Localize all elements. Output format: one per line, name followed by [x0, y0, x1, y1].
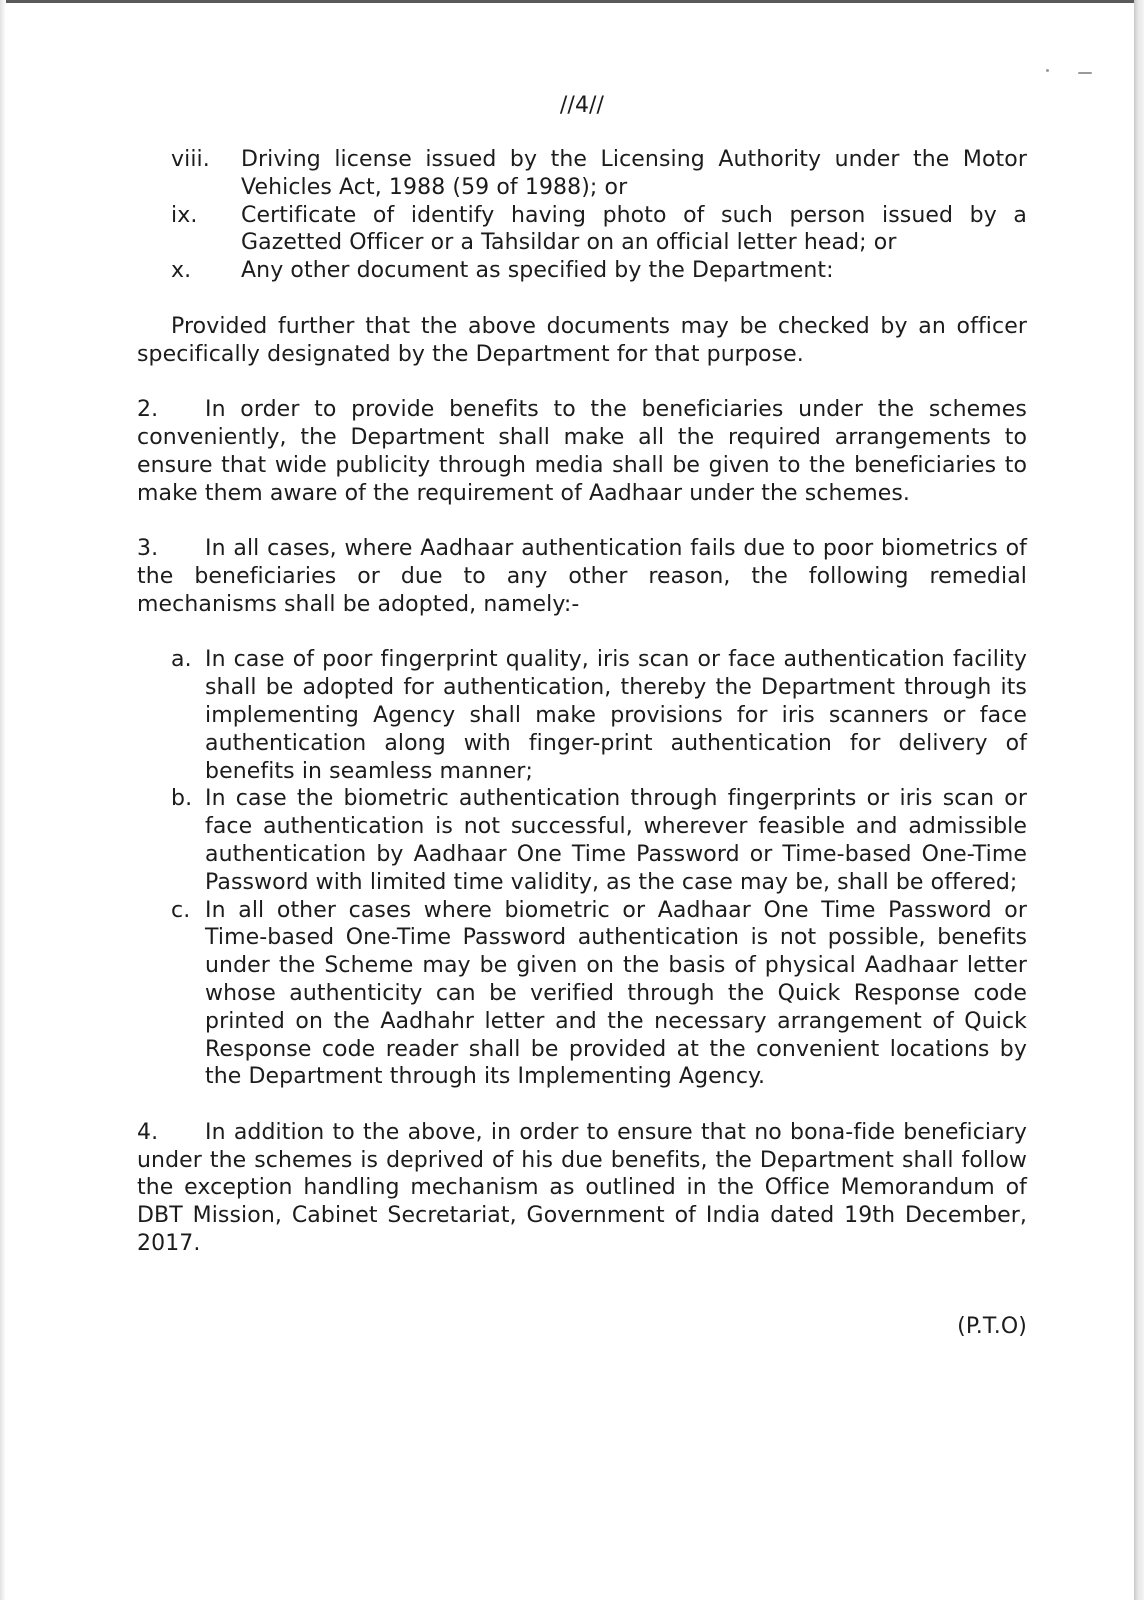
list-item: [137, 257, 1027, 285]
list-marker: viii.: [171, 147, 210, 172]
list-item-text: Any other document as specified by the Department:: [241, 258, 834, 284]
scan-top-edge: [0, 0, 1134, 3]
paragraph-text: In all cases, where Aadhaar authentication fails due to poor biometrics of the beneficiaries or due to any other reason, the following remedial mechanisms shall be adopted, namely:-: [137, 536, 1027, 617]
list-item-text: In all other cases where biometric or Aadhaar One Time Password or Time-based One-Time Password authentication is not possible, benefits under the Scheme may be given on the basis of physical Aadhaar letter whose authenticity can be verified through the Quick Response code printed on the Aadhahr letter and the necessary arrangement of Quick Response code reader shall be provided at the convenient locations by the Department through its Implementing Agency.: [205, 897, 1027, 1090]
scan-speck: [1046, 69, 1049, 72]
scan-speck: [1078, 72, 1092, 74]
paragraph-3: [137, 535, 1027, 618]
paragraph-text: In addition to the above, in order to ensure that no bona-fide beneficiary under the schemes is deprived of his due benefits, the Department shall follow the exception handling mechanism as outlined in the Office Memorandum of DBT Mission, Cabinet Secretariat, Government of India dated 19th December, 2017.: [137, 1119, 1027, 1257]
list-item: [137, 202, 1027, 258]
paragraph-text: In order to provide benefits to the beneficiaries under the schemes conveniently, the Department shall make all the required arrangements to ensure that wide publicity through media shall be given to the beneficiaries to make them aware of the requirement of Aadhaar under the schemes.: [137, 397, 1027, 506]
list-item: [137, 897, 1027, 1092]
list-item: [137, 146, 1027, 202]
list-item: [137, 785, 1027, 896]
page-number: //4//: [559, 93, 605, 118]
paragraph-number: 4.: [137, 1119, 159, 1145]
list-marker: ix.: [171, 202, 198, 228]
list-item: [137, 646, 1027, 785]
list-item-text: In case the biometric authentication through fingerprints or iris scan or face authentication is not successful, wherever feasible and admissible authentication by Aadhaar One Time Password or Time-based One-Time Password with limited time validity, as the case may be, shall be offered;: [205, 786, 1027, 895]
scan-left-edge: [0, 0, 6, 1600]
list-marker: a.: [171, 647, 192, 673]
proviso-paragraph: Provided further that the above documents may be checked by an officer specifically designated by the Department for that purpose.: [137, 313, 1027, 367]
paragraph-number: 3.: [137, 536, 159, 562]
list-marker: c.: [171, 897, 191, 923]
scan-right-edge: [1134, 0, 1144, 1600]
list-marker: b.: [171, 786, 193, 812]
list-item-text: In case of poor fingerprint quality, iris scan or face authentication facility shall be adopted for authentication, thereby the Department through its implementing Agency shall make provisions for iris scanners or face authentication along with finger-print authentication for delivery of benefits in seamless manner;: [205, 647, 1027, 784]
list-item-text: Certificate of identify having photo of such person issued by a Gazetted Officer or a Tahsildar on an official letter head; or: [241, 202, 1027, 256]
please-turn-over-note: (P.T.O): [957, 1313, 1027, 1339]
paragraph-number: 2.: [137, 397, 159, 423]
paragraph-2: [137, 396, 1027, 507]
list-marker: x.: [171, 258, 192, 284]
paragraph-4: [137, 1119, 1027, 1258]
document-body: [137, 92, 1027, 1341]
list-item-text: Driving license issued by the Licensing Authority under the Motor Vehicles Act, 1988 (59 of 1988); or: [241, 147, 1027, 200]
